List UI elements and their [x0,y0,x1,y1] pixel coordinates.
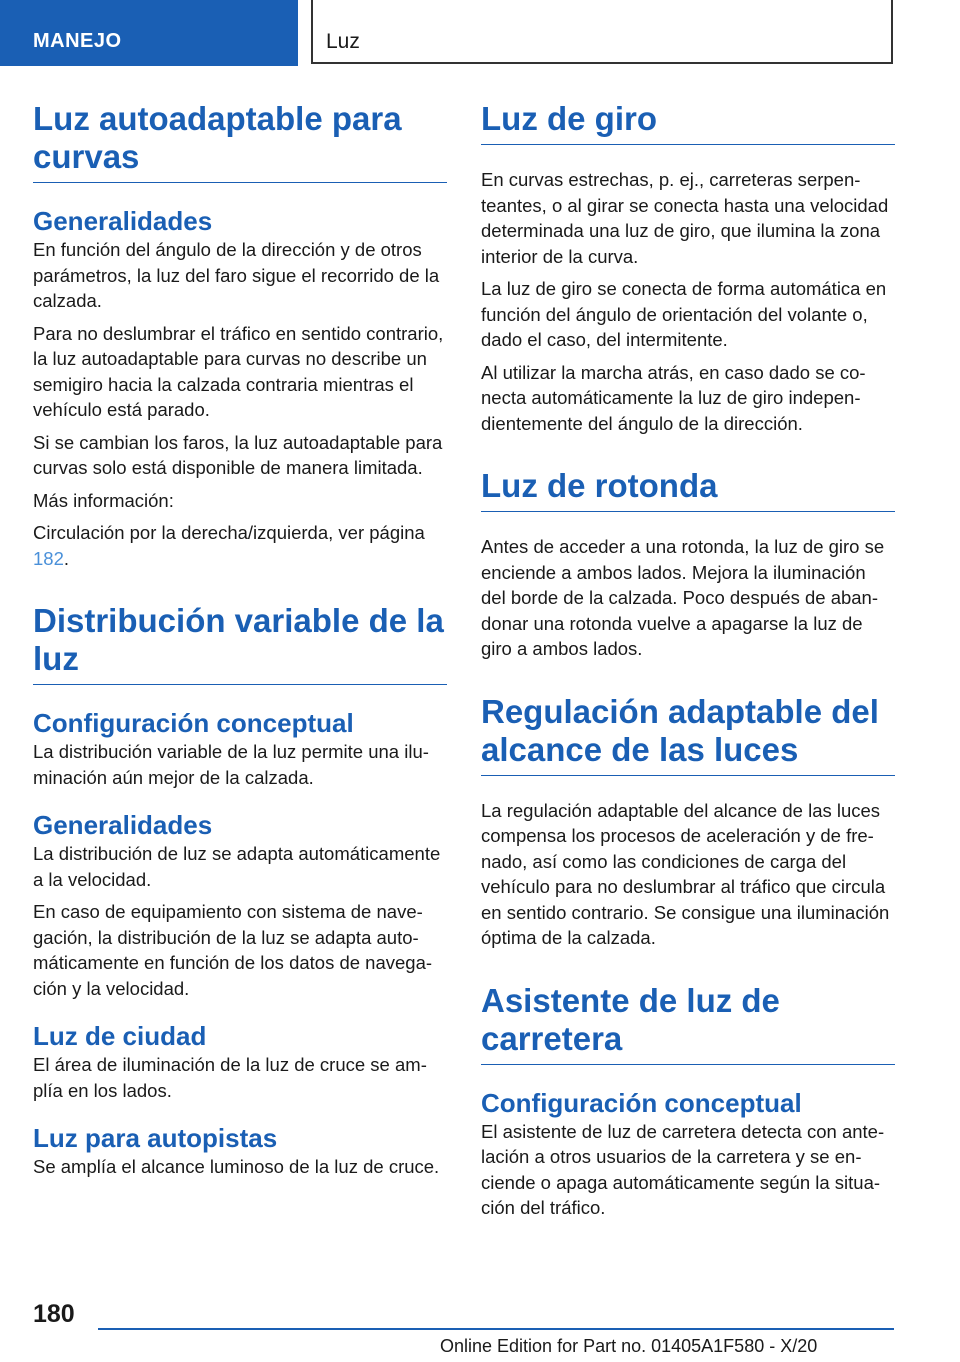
paragraph: Al utilizar la marcha atrás, en caso dado se conecta automáticamente la luz de giro independientemente del ángulo de la dirección. [481,361,866,434]
paragraph: En función del ángulo de la dirección y de otros parámetros, la luz del faro sigue el recorrido de la calzada. [33,239,440,311]
paragraph: La distribución de luz se adapta automáticamente a la velocidad. [33,843,441,890]
paragraph: En caso de equipamiento con sistema de navegación, la distribución de la luz se adapta automáticamente en función de los datos de navegación y la velocidad. [33,901,433,999]
left-column [33,100,447,1187]
paragraph: Si se cambian los faros, la luz autoadaptable para curvas solo está disponible de manera limitada. [33,431,443,478]
paragraph: Antes de acceder a una rotonda, la luz de giro se enciende a ambos lados. Mejora la iluminación del borde de la calzada. Poco después de abandonar una rotonda vuelve a apagarse la luz de giro a ambos lados. [481,536,885,659]
heading-luz-autoadaptable: Luz autoadaptable para curvas [33,100,447,183]
reference-end: . [63,547,70,569]
heading-regulacion-adaptable: Regulación adaptable del alcance de las luces [481,693,895,776]
paragraph: La distribución variable de la luz permite una iluminación aún mejor de la calzada. [33,741,429,788]
paragraph: Más información: [33,489,174,511]
footer-edition: Online Edition for Part no. 01405A1F580 - X/20 [440,1336,818,1356]
subheading-generalidades: Generalidades [33,206,213,236]
chapter-label: Luz [326,30,360,53]
paragraph: Se amplía el alcance luminoso de la luz de cruce. [33,1156,440,1177]
reference-text: Circulación por la derecha/izquierda, ver página [33,522,425,543]
heading-luz-rotonda: Luz de rotonda [481,467,895,512]
paragraph: La luz de giro se conecta de forma automática en función del ángulo de orientación del volante o, dado el caso, del intermitente. [481,278,887,350]
paragraph: En curvas estrechas, p. ej., carreteras serpenteantes, o al girar se conecta hasta una velocidad determinada una luz de giro, que ilumina la zona interior de la curva. [481,169,889,267]
heading-distribucion-variable: Distribución variable de la luz [33,602,447,685]
section-label: MANEJO [33,30,122,52]
heading-luz-giro: Luz de giro [481,100,895,145]
paragraph-reference [33,520,447,571]
subheading-configuracion: Configuración conceptual [33,708,354,738]
subheading-luz-autopistas: Luz para autopistas [33,1123,278,1153]
section-tab [0,0,298,66]
page-link[interactable]: 182 [33,547,64,569]
paragraph: El área de iluminación de la luz de cruce se amplía en los lados. [33,1054,427,1101]
page-number: 180 [33,1300,75,1328]
footer-divider [98,1328,894,1330]
subheading-configuracion: Configuración conceptual [481,1087,802,1118]
subheading-generalidades-2: Generalidades [33,810,213,840]
subheading-luz-ciudad: Luz de ciudad [33,1021,207,1051]
chapter-tab [311,0,893,64]
right-column [481,100,895,1228]
paragraph: La regulación adaptable del alcance de las luces compensa los procesos de aceleración y de frenado, así como las condiciones de carga del vehículo para no deslumbrar al tráfico que circula en sentido contrario. Se consigue una iluminación óptima de la calzada. [481,799,890,948]
paragraph: Para no deslumbrar el tráfico en sentido contrario, la luz autoadaptable para curvas no describe un semigiro hacia la calzada contraria mientras el vehículo está parado. [33,322,444,420]
paragraph: El asistente de luz de carretera detecta con antelación a otros usuarios de la carretera y se enciende o apaga automáticamente según la situación del tráfico. [481,1120,885,1218]
heading-asistente-luz-carretera: Asistente de luz de carretera [481,982,895,1065]
